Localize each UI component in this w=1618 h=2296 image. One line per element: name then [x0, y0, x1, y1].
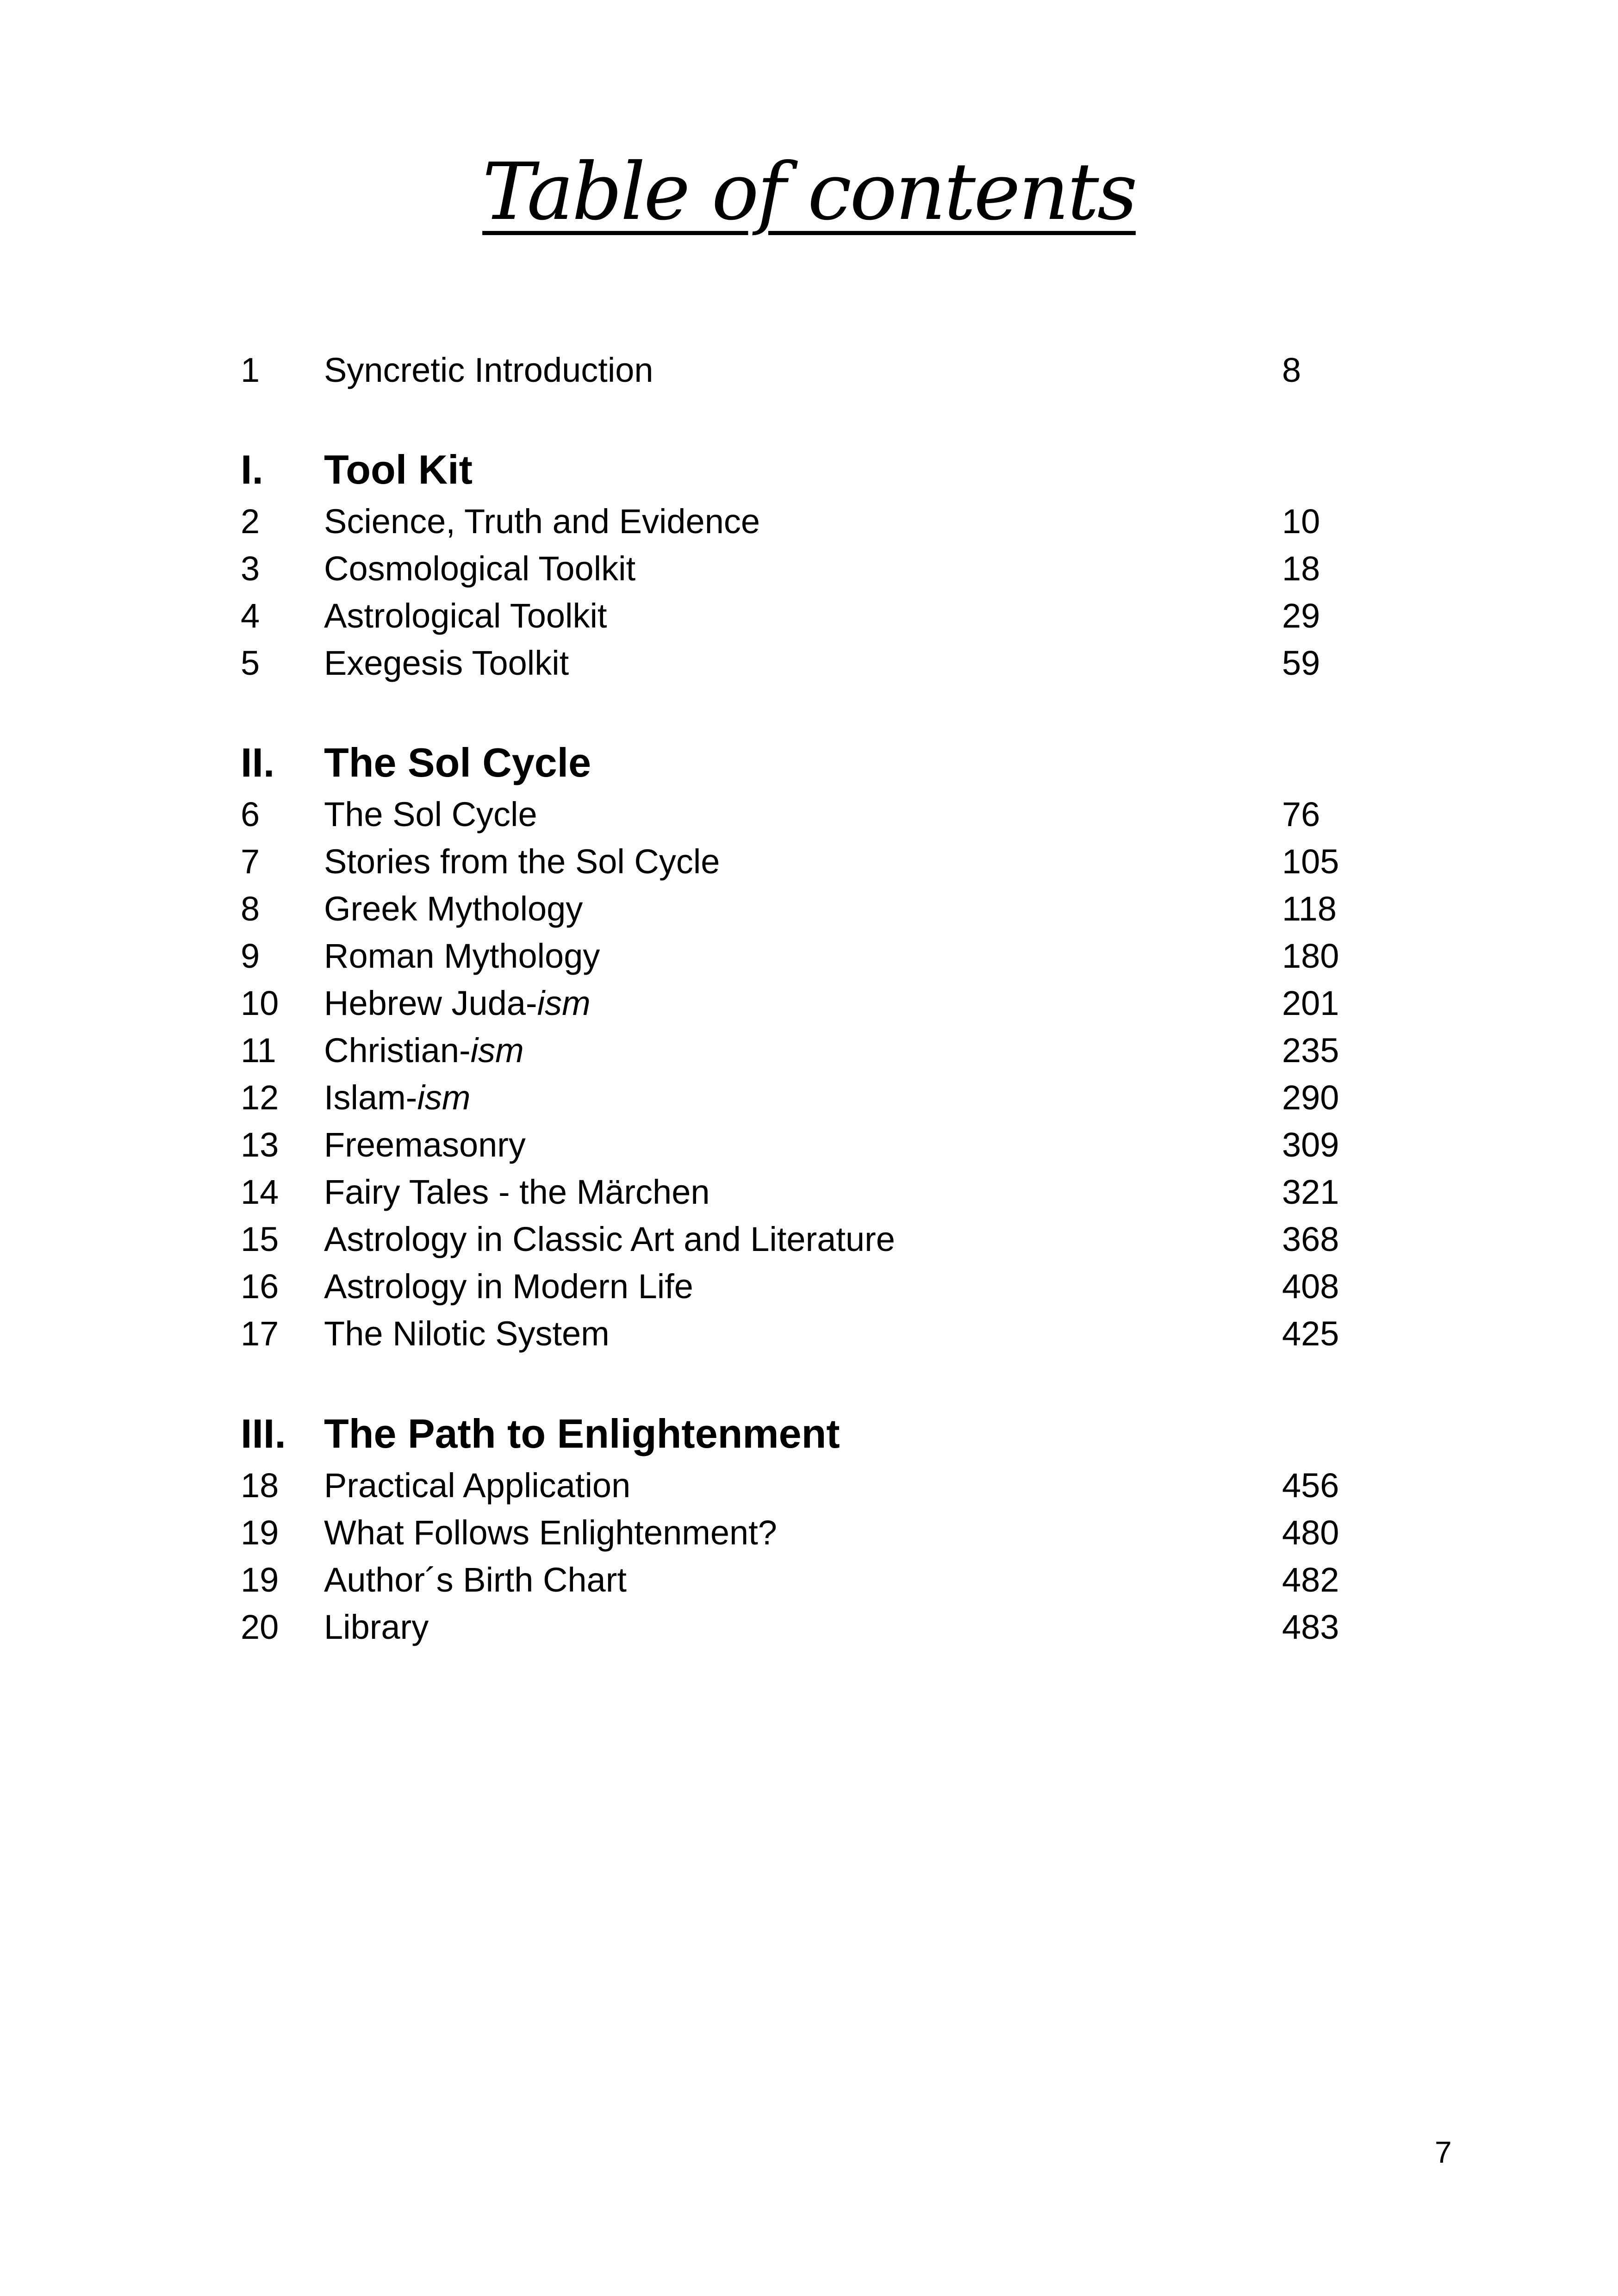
chapter-number: 1	[241, 351, 260, 389]
chapter-page: 180	[1282, 937, 1339, 975]
section-number: II.	[241, 740, 275, 785]
chapter-number: 8	[241, 890, 260, 928]
toc-entry	[0, 1027, 1618, 1074]
chapter-title-wrap	[324, 980, 591, 1027]
section-title: The Path to Enlightenment	[324, 1411, 840, 1456]
page-number: 7	[1435, 2135, 1452, 2169]
chapter-title: Astrological Toolkit	[324, 597, 607, 635]
chapter-title: Christian-	[324, 1031, 471, 1070]
chapter-page: 105	[1282, 842, 1339, 881]
chapter-number: 13	[241, 1126, 279, 1164]
chapter-title-wrap	[324, 1027, 524, 1074]
chapter-number: 19	[241, 1513, 279, 1552]
chapter-title-italic: ism	[417, 1078, 471, 1117]
chapter-title: The Sol Cycle	[324, 795, 537, 834]
section-title: The Sol Cycle	[324, 740, 591, 785]
chapter-page: 483	[1282, 1608, 1339, 1646]
chapter-number: 19	[241, 1561, 279, 1599]
toc-entry	[0, 347, 1618, 393]
toc-entry	[0, 1169, 1618, 1215]
chapter-title-wrap	[324, 1075, 471, 1121]
chapter-number: 5	[241, 644, 260, 682]
toc-entry	[0, 1557, 1618, 1603]
chapter-page: 8	[1282, 351, 1301, 389]
chapter-number: 12	[241, 1078, 279, 1117]
section-heading	[0, 447, 1618, 493]
toc-entry	[0, 1075, 1618, 1121]
chapter-page: 321	[1282, 1173, 1339, 1211]
chapter-number: 6	[241, 795, 260, 834]
chapter-title: Syncretic Introduction	[324, 351, 653, 389]
toc-entry	[0, 1122, 1618, 1168]
chapter-page: 235	[1282, 1031, 1339, 1070]
section-heading	[0, 1411, 1618, 1457]
chapter-title: Cosmological Toolkit	[324, 549, 636, 588]
toc-entry	[0, 498, 1618, 545]
chapter-number: 20	[241, 1608, 279, 1646]
chapter-title: Library	[324, 1608, 429, 1646]
toc-entry	[0, 1510, 1618, 1556]
chapter-title: Astrology in Classic Art and Literature	[324, 1220, 895, 1258]
chapter-number: 11	[241, 1031, 276, 1070]
chapter-title: Practical Application	[324, 1466, 631, 1505]
chapter-page: 482	[1282, 1561, 1339, 1599]
chapter-number: 15	[241, 1220, 279, 1258]
toc-entry	[0, 640, 1618, 686]
toc-entry	[0, 886, 1618, 932]
chapter-number: 7	[241, 842, 260, 881]
chapter-page: 290	[1282, 1078, 1339, 1117]
toc-entry	[0, 546, 1618, 592]
chapter-number: 18	[241, 1466, 279, 1505]
section-number: III.	[241, 1411, 286, 1456]
chapter-page: 76	[1282, 795, 1320, 834]
chapter-title: What Follows Enlightenment?	[324, 1513, 777, 1552]
toc-entry	[0, 1462, 1618, 1509]
chapter-number: 14	[241, 1173, 279, 1211]
toc-entry	[0, 839, 1618, 885]
chapter-title: Exegesis Toolkit	[324, 644, 569, 682]
chapter-title: Stories from the Sol Cycle	[324, 842, 720, 881]
chapter-number: 9	[241, 937, 260, 975]
chapter-title: Science, Truth and Evidence	[324, 502, 760, 541]
chapter-title: Astrology in Modern Life	[324, 1267, 693, 1306]
chapter-title: Greek Mythology	[324, 890, 583, 928]
chapter-page: 425	[1282, 1314, 1339, 1353]
chapter-title-italic: ism	[470, 1031, 524, 1070]
chapter-title: Author´s Birth Chart	[324, 1561, 627, 1599]
chapter-page: 18	[1282, 549, 1320, 588]
chapter-number: 17	[241, 1314, 279, 1353]
toc-entry	[0, 791, 1618, 838]
section-heading	[0, 740, 1618, 786]
section-number: I.	[241, 447, 263, 492]
toc-entry	[0, 1311, 1618, 1357]
chapter-page: 456	[1282, 1466, 1339, 1505]
chapter-page: 29	[1282, 597, 1320, 635]
chapter-number: 2	[241, 502, 260, 541]
chapter-title: The Nilotic System	[324, 1314, 610, 1353]
page-title	[0, 146, 1618, 238]
toc-entry	[0, 933, 1618, 979]
chapter-title: Freemasonry	[324, 1126, 526, 1164]
chapter-number: 16	[241, 1267, 279, 1306]
chapter-page: 201	[1282, 984, 1339, 1022]
chapter-number: 4	[241, 597, 260, 635]
chapter-title: Roman Mythology	[324, 937, 600, 975]
chapter-page: 480	[1282, 1513, 1339, 1552]
toc-entry	[0, 593, 1618, 639]
chapter-page: 309	[1282, 1126, 1339, 1164]
chapter-title: Fairy Tales - the Märchen	[324, 1173, 710, 1211]
chapter-title: Islam-	[324, 1078, 417, 1117]
chapter-number: 10	[241, 984, 279, 1022]
chapter-number: 3	[241, 549, 260, 588]
section-title: Tool Kit	[324, 447, 473, 492]
toc-entry	[0, 1604, 1618, 1650]
chapter-page: 10	[1282, 502, 1320, 541]
chapter-page: 368	[1282, 1220, 1339, 1258]
toc-entry	[0, 1216, 1618, 1263]
chapter-page: 59	[1282, 644, 1320, 682]
chapter-page: 118	[1282, 890, 1337, 928]
chapter-page: 408	[1282, 1267, 1339, 1306]
toc-entry	[0, 980, 1618, 1027]
toc-entry	[0, 1263, 1618, 1310]
chapter-title: Hebrew Juda-	[324, 984, 537, 1022]
page-title-text: Table of contents	[482, 146, 1136, 238]
chapter-title-italic: ism	[537, 984, 591, 1022]
